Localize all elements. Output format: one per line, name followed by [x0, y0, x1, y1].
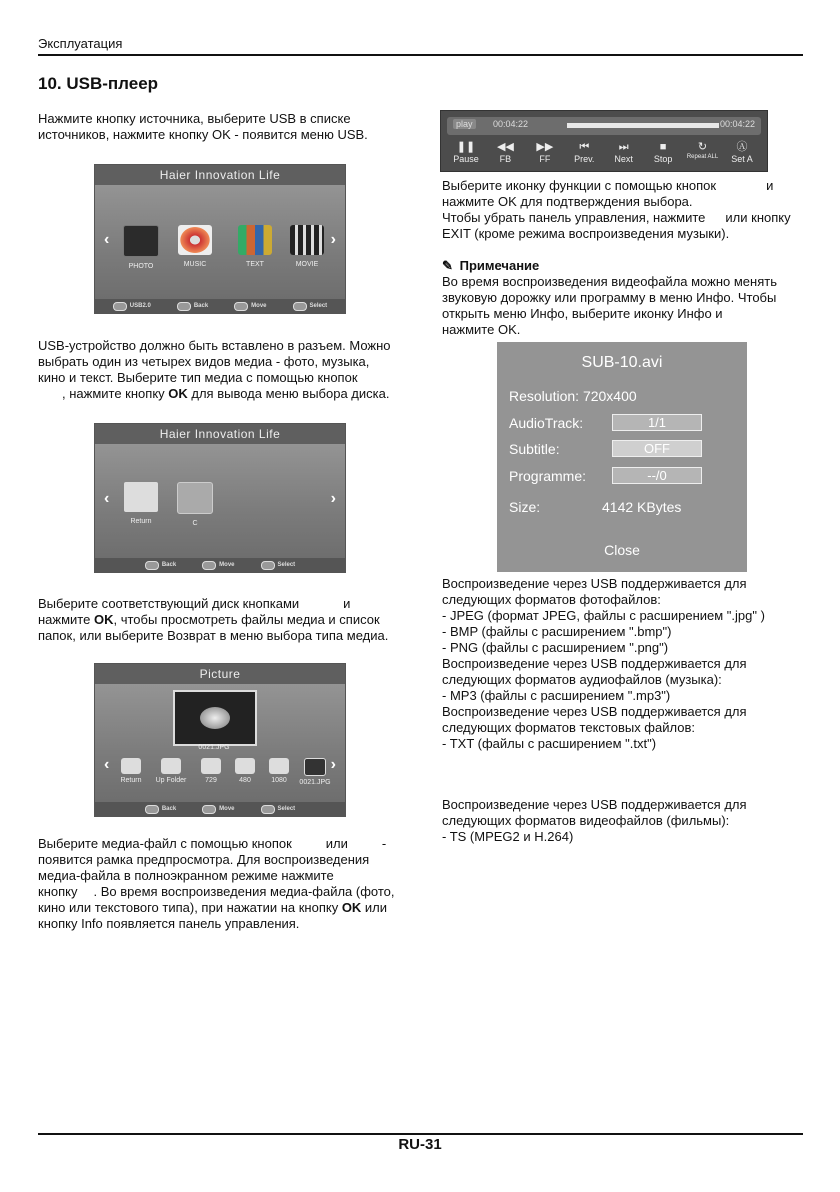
- page-title: 10. USB-плеер: [38, 74, 159, 93]
- ok-key-icon: [293, 302, 307, 311]
- text-line: кнопку Info появляется панель управления.: [38, 916, 300, 931]
- text-line: - BMP (файлы с расширением ".bmp"): [442, 624, 672, 639]
- subtitle-field[interactable]: OFF: [612, 440, 702, 457]
- text-line: нажмите OK для подтверждения выбора.: [442, 194, 693, 209]
- hint: Move: [202, 802, 234, 816]
- text-line: Выберите иконку функции с помощью кнопок и: [442, 178, 774, 193]
- menu-item-label: PHOTO: [128, 263, 154, 270]
- text-line: появится рамка предпросмотра. Для воспроизведения: [38, 852, 370, 867]
- hint: Select: [261, 558, 296, 572]
- next-button[interactable]: ⏭ Next: [605, 141, 643, 164]
- text-line: кино и текст. Выберите тип медиа с помощью кнопок: [38, 370, 358, 385]
- progress-bar[interactable]: [567, 123, 719, 128]
- time-current: 00:04:22: [493, 119, 529, 129]
- text-line: - JPEG (формат JPEG, файлы с расширением ".jpg" ): [442, 608, 765, 623]
- size-value: 4142 KBytes: [602, 499, 682, 515]
- folder-icon: [235, 758, 255, 774]
- menu-item-label: TEXT: [246, 261, 264, 268]
- hint: Select: [293, 299, 328, 313]
- hint: Move: [202, 558, 234, 572]
- ok-key-icon: [261, 805, 275, 814]
- pause-icon: ❚❚: [456, 141, 476, 153]
- text-line: нажмите OK, чтобы просмотреть файлы медиа и список: [38, 612, 380, 627]
- clapper-icon: [290, 225, 324, 255]
- hint: Back: [177, 299, 208, 313]
- next-icon: ⏭: [618, 141, 629, 153]
- preview-label: 0021.JPG: [198, 744, 230, 751]
- text-line: Чтобы убрать панель управления, нажмите или кнопку: [442, 210, 791, 225]
- picture-browser-screen: [94, 663, 346, 817]
- time-total: 00:04:22: [719, 119, 755, 129]
- header-rule: [38, 54, 803, 56]
- text-line: следующих форматов фотофайлов:: [442, 592, 661, 607]
- text-line: Воспроизведение через USB поддерживается для: [442, 704, 747, 719]
- forward-icon: ▶▶: [536, 141, 554, 153]
- info-panel: [497, 342, 747, 572]
- playback-control-bar: [440, 110, 768, 172]
- folder-icon: [124, 482, 158, 512]
- file-item-up-folder[interactable]: Up Folder: [151, 758, 191, 784]
- hint: Back: [145, 802, 176, 816]
- close-button[interactable]: Close: [604, 542, 640, 558]
- item-label: Return: [130, 518, 152, 525]
- up-folder-icon: [161, 758, 181, 774]
- text-line: Нажмите кнопку источника, выберите USB в списке: [38, 111, 351, 126]
- right-arrow-icon: ›: [330, 490, 336, 507]
- text-line: звуковую дорожку или программу в меню Инфо. Чтобы: [442, 290, 777, 305]
- info-title: SUB-10.avi: [581, 354, 663, 371]
- flower-thumbnail: [200, 707, 230, 729]
- pencil-icon: ✎: [442, 258, 453, 273]
- text-line: папок, или выберите Возврат в меню выбора типа медиа.: [38, 628, 389, 643]
- folder-icon: [121, 758, 141, 774]
- screen-bottom-bar: [95, 299, 345, 313]
- text-line: Выберите соответствующий диск кнопками и: [38, 596, 351, 611]
- ok-key-icon: [261, 561, 275, 570]
- info-label: AudioTrack:: [509, 415, 584, 431]
- text-line: кнопку . Во время воспроизведения медиа-файла (фото,: [38, 884, 395, 899]
- text-line: Воспроизведение через USB поддерживается для: [442, 656, 747, 671]
- disk-select-screen: [94, 423, 346, 573]
- screen-bottom-bar: [95, 558, 345, 572]
- file-select-paragraph: [38, 836, 418, 932]
- audio-track-field[interactable]: 1/1: [612, 414, 702, 431]
- exit-key-icon: [145, 805, 159, 814]
- text-line: нажмите OK.: [442, 322, 521, 337]
- info-row: Resolution: 720x400: [509, 388, 637, 404]
- hint: Select: [261, 802, 296, 816]
- screen-title: Picture: [95, 664, 345, 684]
- programme-field[interactable]: --/0: [612, 467, 702, 484]
- play-state: play: [453, 119, 476, 129]
- disk-item-c[interactable]: [175, 482, 215, 527]
- repeat-button[interactable]: ↻ Repeat ALL: [684, 141, 722, 164]
- text-line: - TS (MPEG2 и H.264): [442, 829, 574, 844]
- folder-icon: [201, 758, 221, 774]
- file-item-folder[interactable]: 729: [195, 758, 227, 784]
- ff-button[interactable]: ▶▶ FF: [526, 141, 564, 164]
- info-label: Programme:: [509, 468, 587, 484]
- disk-paragraph: [38, 596, 418, 644]
- text-line: Выберите медиа-файл с помощью кнопок или -: [38, 836, 387, 851]
- camera-icon: [123, 225, 159, 257]
- text-line: источников, нажмите кнопку OK - появится меню USB.: [38, 127, 368, 142]
- preview-frame: [173, 690, 257, 746]
- hint: Back: [145, 558, 176, 572]
- text-line: выбрать один из четырех видов медиа - фото, музыка,: [38, 354, 370, 369]
- left-arrow-icon: ‹: [104, 231, 110, 248]
- menu-item-music[interactable]: [175, 225, 215, 268]
- info-label: Size:: [509, 499, 541, 515]
- control-buttons: [447, 141, 761, 164]
- prev-button[interactable]: ⏮ Prev.: [565, 141, 603, 164]
- exit-key-icon: [177, 302, 191, 311]
- footer-rule: [38, 1133, 803, 1135]
- screen-title: Haier Innovation Life: [95, 165, 345, 185]
- menu-item-label: MUSIC: [183, 261, 207, 268]
- pause-button[interactable]: ❚❚ Pause: [447, 141, 485, 164]
- note-block: [442, 258, 807, 338]
- left-arrow-icon: ‹: [104, 756, 110, 773]
- usb-menu-screen: [94, 164, 346, 314]
- file-item-folder[interactable]: 480: [229, 758, 261, 784]
- exit-key-icon: [145, 561, 159, 570]
- info-label: Subtitle:: [509, 441, 560, 457]
- set-a-button[interactable]: Ⓐ Set A: [723, 141, 761, 164]
- usb-key-icon: [113, 302, 127, 311]
- books-icon: [238, 225, 272, 255]
- file-item-folder[interactable]: 1080: [263, 758, 295, 784]
- text-line: медиа-файла в полноэкранном режиме нажмите: [38, 868, 334, 883]
- text-line: USB-устройство должно быть вставлено в разъем. Можно: [38, 338, 391, 353]
- text-line: открыть меню Инфо, выберите иконку Инфо и: [442, 306, 723, 321]
- file-item-image[interactable]: 0021.JPG: [299, 758, 331, 786]
- text-line: - TXT (файлы с расширением ".txt"): [442, 736, 657, 751]
- disc-icon: [178, 225, 212, 255]
- file-item-return[interactable]: Return: [115, 758, 147, 784]
- text-line: - MP3 (файлы с расширением ".mp3"): [442, 688, 671, 703]
- text-line: , нажмите кнопку OK для вывода меню выбора диска.: [62, 386, 390, 401]
- section-header: Эксплуатация: [38, 36, 123, 51]
- stop-button[interactable]: ■ Stop: [644, 141, 682, 164]
- ab-icon: Ⓐ: [736, 141, 748, 153]
- text-line: EXIT (кроме режима воспроизведения музыки).: [442, 226, 730, 241]
- hint: Move: [234, 299, 266, 313]
- nav-key-icon: [202, 561, 216, 570]
- menu-item-photo[interactable]: [121, 225, 161, 270]
- disk-item-return[interactable]: [121, 482, 161, 525]
- text-line: следующих форматов текстовых файлов:: [442, 720, 695, 735]
- control-paragraph: [442, 178, 807, 242]
- text-line: кино или текстового типа), при нажатии на кнопку OK или: [38, 900, 388, 915]
- menu-item-movie[interactable]: [287, 225, 327, 268]
- text-line: - PNG (файлы с расширением ".png"): [442, 640, 669, 655]
- drive-icon: [177, 482, 213, 514]
- intro-paragraph: [38, 111, 408, 143]
- video-formats-block: [442, 797, 807, 845]
- image-thumb-icon: [304, 758, 326, 776]
- rewind-icon: ◀◀: [496, 141, 514, 153]
- screen-bottom-bar: [95, 802, 345, 816]
- text-line: Воспроизведение через USB поддерживается для: [442, 797, 747, 812]
- page-number: RU-31: [398, 1136, 442, 1153]
- note-heading: ✎ Примечание: [442, 258, 540, 273]
- prev-icon: ⏮: [579, 141, 590, 153]
- text-line: Воспроизведение через USB поддерживается для: [442, 576, 747, 591]
- menu-item-label: MOVIE: [295, 261, 319, 268]
- screen-title: Haier Innovation Life: [95, 424, 345, 444]
- fb-button[interactable]: ◀◀ FB: [486, 141, 524, 164]
- text-line: следующих форматов аудиофайлов (музыка):: [442, 672, 722, 687]
- hint: USB2.0: [113, 299, 151, 313]
- nav-key-icon: [234, 302, 248, 311]
- text-line: Во время воспроизведения видеофайла можно менять: [442, 274, 777, 289]
- right-arrow-icon: ›: [330, 231, 336, 248]
- text-line: следующих форматов видеофайлов (фильмы):: [442, 813, 730, 828]
- nav-key-icon: [202, 805, 216, 814]
- item-label: C: [192, 520, 198, 527]
- formats-block: [442, 576, 807, 752]
- media-type-paragraph: [38, 338, 408, 402]
- menu-item-text[interactable]: [235, 225, 275, 268]
- folder-icon: [269, 758, 289, 774]
- right-arrow-icon: ›: [330, 756, 336, 773]
- stop-icon: ■: [659, 141, 667, 153]
- left-arrow-icon: ‹: [104, 490, 110, 507]
- repeat-icon: ↻: [697, 141, 708, 153]
